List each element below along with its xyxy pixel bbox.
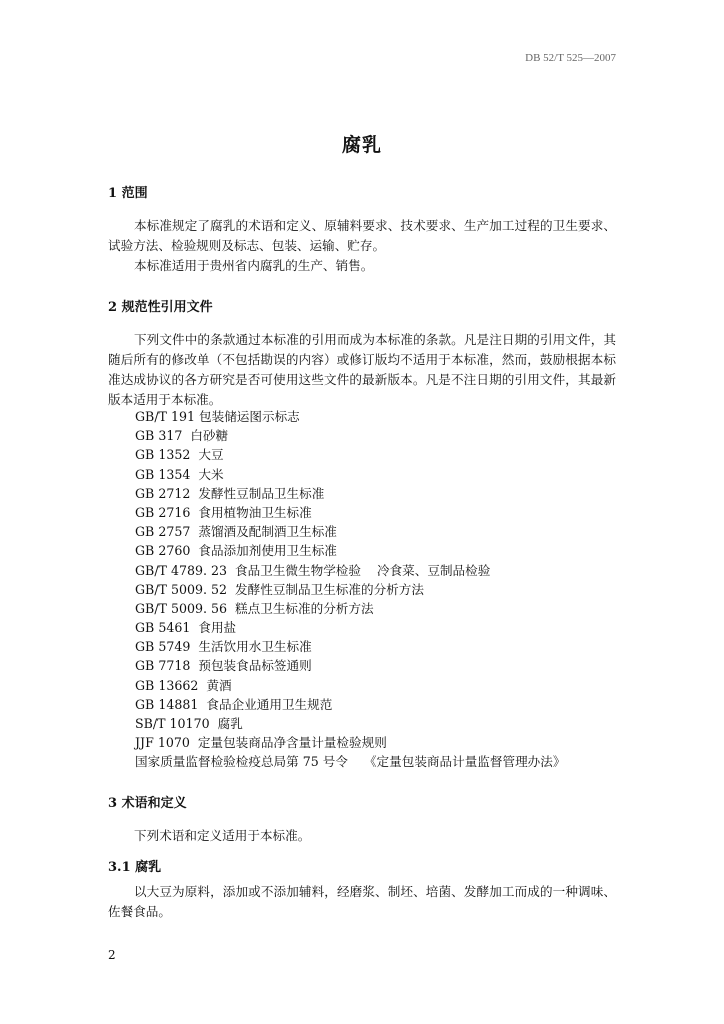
reference-item: GB/T 4789. 23 食品卫生微生物学检验 冷食菜、豆制品检验 — [135, 562, 491, 578]
reference-item: GB 7718 预包装食品标签通则 — [135, 658, 312, 674]
reference-item: GB 2712 发酵性豆制品卫生标准 — [135, 485, 325, 501]
section-3-1-definition-paragraph: 以大豆为原料，添加或不添加辅料，经磨浆、制坯、培菌、发酵加工而成的一种调味、佐餐食品。 — [108, 884, 616, 919]
reference-item: GB 1352 大豆 — [135, 447, 224, 463]
reference-item: GB 2760 食品添加剂使用卫生标准 — [135, 543, 337, 559]
reference-item: GB/T 5009. 52 发酵性豆制品卫生标准的分析方法 — [135, 581, 424, 597]
page-number: 2 — [108, 948, 116, 962]
reference-item: 国家质量监督检验检疫总局第 75 号令 《定量包装商品计量监督管理办法》 — [135, 754, 566, 770]
reference-item: JJF 1070 定量包装商品净含量计量检验规则 — [135, 735, 387, 751]
reference-item: GB 2716 食用植物油卫生标准 — [135, 504, 312, 520]
reference-item: GB 5461 食用盐 — [135, 620, 237, 636]
section-1-applicability-paragraph: 本标准适用于贵州省内腐乳的生产、销售。 — [134, 258, 374, 273]
section-3-1-heading: 3.1 腐乳 — [108, 860, 162, 875]
reference-item: GB 5749 生活饮用水卫生标准 — [135, 639, 312, 655]
reference-item: GB 14881 食品企业通用卫生规范 — [135, 696, 333, 712]
section-2-intro-paragraph: 下列文件中的条款通过本标准的引用而成为本标准的条款。凡是注日期的引用文件，其随后所有的修改单（不包括勘误的内容）或修订版均不适用于本标准，然而，鼓励根据本标准达成协议的各方研究是否可使用这些文件的最新版本。凡是不注日期的引用文件，其最新版本适用于本标准。 — [108, 332, 616, 407]
reference-item: GB 2757 蒸馏酒及配制酒卫生标准 — [135, 524, 337, 540]
reference-item: GB 1354 大米 — [135, 466, 224, 482]
section-2-heading: 2 规范性引用文件 — [108, 300, 213, 315]
section-3-heading: 3 术语和定义 — [108, 796, 187, 811]
reference-item: GB/T 191 包装储运图示标志 — [135, 409, 300, 424]
reference-item: SB/T 10170 腐乳 — [135, 716, 243, 731]
reference-item: GB 317 白砂糖 — [135, 428, 229, 444]
reference-list — [135, 407, 565, 772]
section-1-heading: 1 范围 — [108, 186, 148, 201]
section-1-scope-paragraph: 本标准规定了腐乳的术语和定义、原辅料要求、技术要求、生产加工过程的卫生要求、试验方法、检验规则及标志、包装、运输、贮存。 — [108, 218, 616, 253]
reference-item: GB 13662 黄酒 — [135, 677, 232, 693]
page-title: 腐乳 — [341, 134, 382, 156]
document-code-header: DB 52/T 525—2007 — [525, 52, 616, 64]
section-3-intro-paragraph: 下列术语和定义适用于本标准。 — [134, 828, 311, 843]
reference-item: GB/T 5009. 56 糕点卫生标准的分析方法 — [135, 600, 374, 616]
